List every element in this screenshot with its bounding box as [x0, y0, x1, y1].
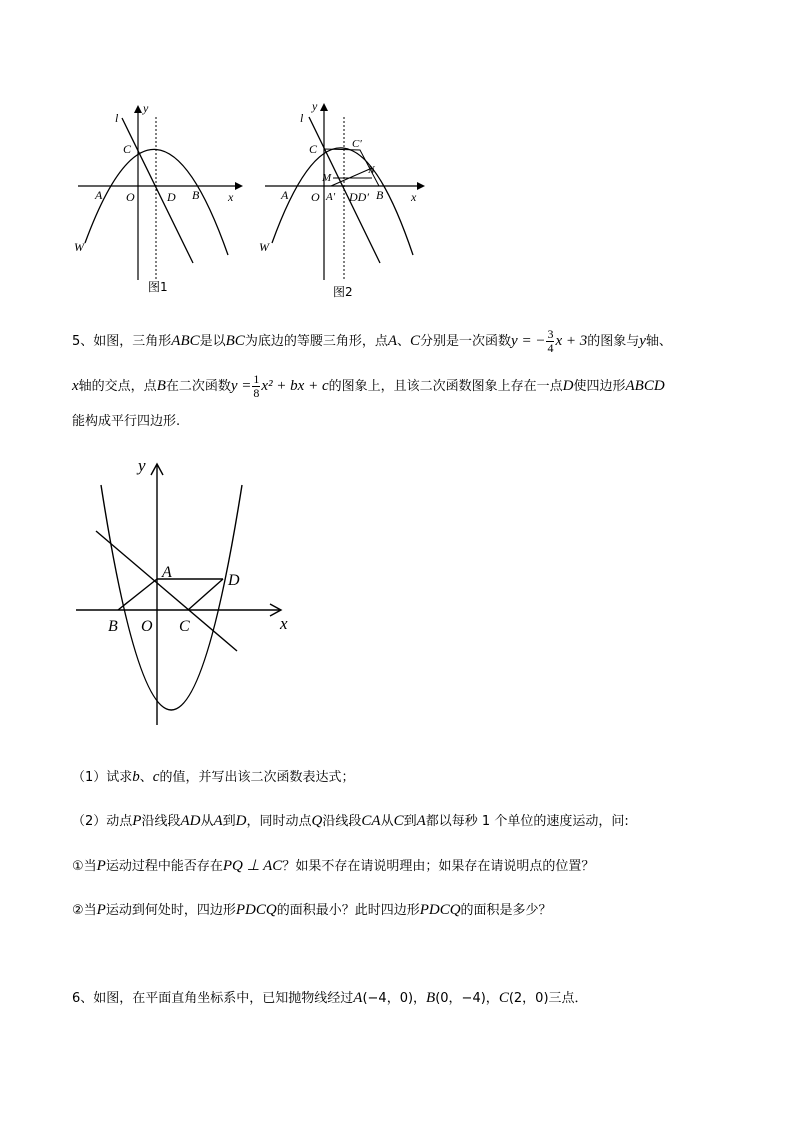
figure-1-caption: 图1 — [148, 280, 168, 294]
parabola — [101, 485, 242, 710]
figure-2-caption: 图2 — [333, 285, 353, 299]
label-x: x — [228, 190, 234, 204]
x-axis-arrow-icon — [235, 182, 243, 190]
label-c: C — [123, 142, 132, 156]
figure-1 — [60, 95, 250, 305]
y-axis-arrow-icon — [320, 103, 328, 111]
label-w: W — [74, 240, 84, 254]
label-o: O — [311, 190, 320, 204]
sub-question-1: ①当P运动过程中能否存在PQ ⊥ AC？如果不存在请说明理由；如果存在请说明点的位置？ — [72, 858, 595, 874]
x-axis-arrow-icon — [417, 182, 425, 190]
parabola-w — [272, 148, 413, 255]
label-a: A — [162, 564, 172, 581]
label-d: D — [228, 572, 240, 589]
figure-2 — [245, 95, 435, 305]
problem-5-line-3: 能构成平行四边形. — [72, 414, 181, 429]
segment-a-prime-n — [331, 168, 372, 186]
label-y: y — [138, 456, 146, 475]
segment-ba — [118, 579, 157, 610]
sub-question-2: ②当P运动到何处时，四边形PDCQ的面积最小？此时四边形PDCQ的面积是多少？ — [72, 902, 552, 918]
label-o: O — [126, 190, 135, 204]
label-o: O — [141, 618, 153, 635]
label-x: x — [411, 190, 417, 204]
label-a: A — [95, 188, 103, 202]
label-y: y — [143, 101, 149, 115]
label-m: M — [322, 172, 332, 184]
problem-6: 6、如图，在平面直角坐标系中，已知抛物线经过A(−4，0)，B(0，−4)，C(2，0)三点． — [72, 990, 588, 1006]
label-b: B — [192, 188, 200, 202]
label-b: B — [376, 188, 384, 202]
fraction-1-8: $\frac{1}{8}$ — [253, 372, 260, 400]
question-2: （2）动点P沿线段AD从A到D，同时动点Q沿线段CA从C到A都以每秒 1 个单位的速度运动，问: — [72, 813, 629, 829]
label-l: l — [115, 111, 119, 125]
segment-cd — [188, 579, 223, 610]
y-axis-arrow-icon — [134, 105, 142, 113]
label-d-d-prime: DD′ — [349, 190, 369, 204]
label-a: A — [281, 188, 289, 202]
label-d: D — [167, 190, 176, 204]
question-1: （1）试求b、c的值，并写出该二次函数表达式； — [72, 769, 355, 785]
problem-5-line-2: x轴的交点，点B在二次函数y = $\frac{1}{8}$ x² + bx + c的图象上，且该二次函数图象上存在一点D使四边形ABCD — [72, 372, 665, 400]
label-x: x — [280, 614, 288, 633]
problem-5-line-1: 5、如图，三角形ABC是以BC为底边的等腰三角形，点A、C分别是一次函数y = − $\frac{3}{4}$ x + 3的图象与y轴、 — [72, 327, 672, 355]
problem-5-figure — [68, 455, 298, 730]
label-l: l — [300, 111, 304, 125]
label-b: B — [108, 618, 118, 635]
label-c-prime: C′ — [352, 138, 362, 150]
label-c: C — [309, 142, 318, 156]
label-w: W — [259, 240, 269, 254]
label-n: N — [368, 165, 375, 176]
label-y: y — [312, 99, 318, 113]
label-a-prime: A′ — [326, 191, 336, 203]
fraction-3-4: $\frac{3}{4}$ — [547, 327, 554, 355]
label-c: C — [179, 618, 190, 635]
